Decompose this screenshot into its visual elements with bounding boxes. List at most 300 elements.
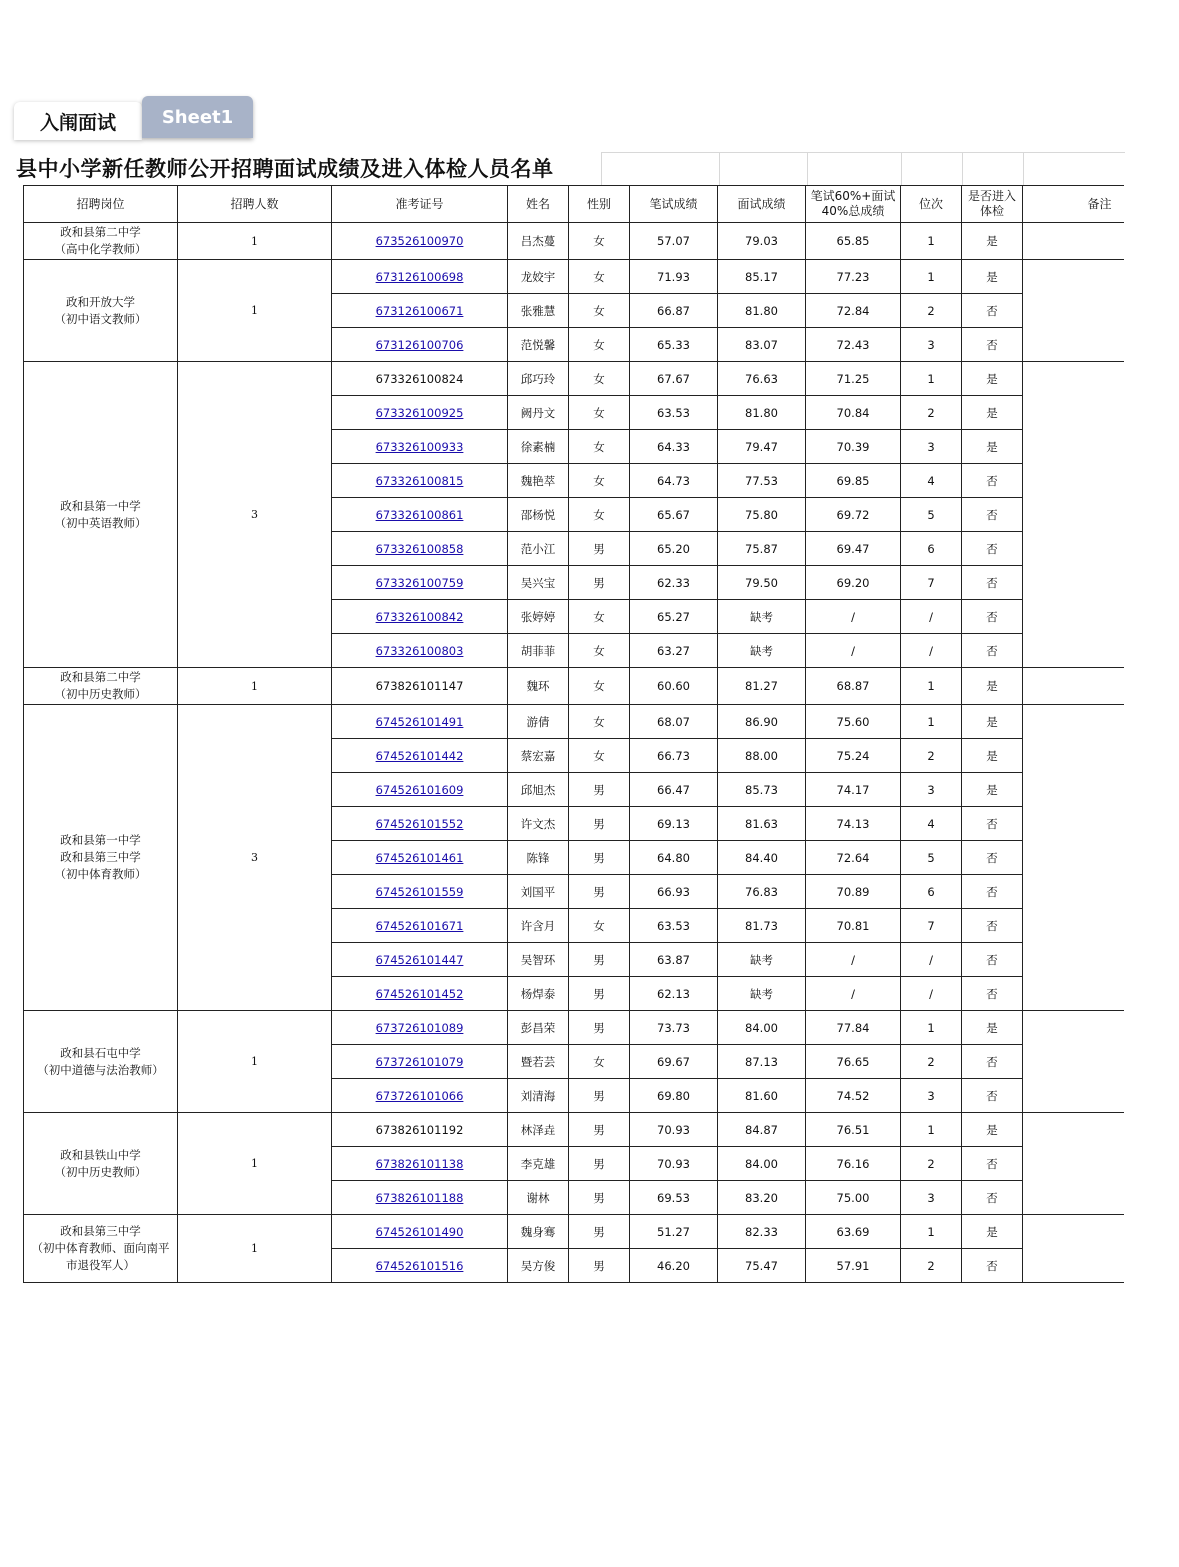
ticket-cell: [332, 1011, 508, 1045]
gender-cell: 男: [569, 841, 630, 875]
gender-cell: 女: [569, 705, 630, 739]
ticket-link[interactable]: 673326100803: [375, 643, 464, 658]
gender-cell: 女: [569, 328, 630, 362]
gender-cell: 男: [569, 875, 630, 909]
ticket-cell: [332, 807, 508, 841]
exam-cell: 否: [962, 600, 1023, 634]
gender-cell: 女: [569, 430, 630, 464]
name-cell: 杨焊泰: [508, 977, 569, 1011]
rank-cell: 2: [901, 739, 962, 773]
name-cell: 蔡宏嘉: [508, 739, 569, 773]
table-header-row: [24, 186, 1124, 223]
remarks-cell: [1023, 1011, 1124, 1113]
total-score-cell: 70.39: [806, 430, 901, 464]
interview-score-cell: 87.13: [718, 1045, 806, 1079]
name-cell: 林泽垚: [508, 1113, 569, 1147]
total-score-cell: 71.25: [806, 362, 901, 396]
exam-cell: 是: [962, 739, 1023, 773]
total-score-cell: 70.89: [806, 875, 901, 909]
remarks-cell: [1023, 1215, 1124, 1283]
ticket-link[interactable]: 674526101559: [375, 884, 464, 899]
rank-cell: 2: [901, 1147, 962, 1181]
ticket-cell: [332, 464, 508, 498]
total-score-cell: 57.91: [806, 1249, 901, 1283]
ticket-link[interactable]: 673326100842: [375, 609, 464, 624]
ticket-cell: [332, 396, 508, 430]
ticket-cell: [332, 1215, 508, 1249]
ticket-cell: [332, 260, 508, 294]
ticket-link[interactable]: 674526101452: [375, 986, 464, 1001]
rank-cell: /: [901, 943, 962, 977]
total-score-cell: 63.69: [806, 1215, 901, 1249]
gender-cell: 女: [569, 634, 630, 668]
rank-cell: 4: [901, 807, 962, 841]
written-score-cell: 66.47: [630, 773, 718, 807]
header-count: 招聘人数: [178, 186, 332, 223]
interview-score-cell: 79.03: [718, 223, 806, 260]
total-score-cell: 76.65: [806, 1045, 901, 1079]
written-score-cell: 65.20: [630, 532, 718, 566]
ticket-link[interactable]: 673526100970: [375, 234, 464, 248]
exam-cell: 否: [962, 841, 1023, 875]
name-cell: 吴兴宝: [508, 566, 569, 600]
name-cell: 魏身骞: [508, 1215, 569, 1249]
ticket-link[interactable]: 673126100706: [375, 337, 464, 352]
written-score-cell: 64.33: [630, 430, 718, 464]
interview-score-cell: 83.07: [718, 328, 806, 362]
exam-cell: 是: [962, 223, 1023, 260]
ticket-link[interactable]: 673826101138: [375, 1156, 464, 1171]
exam-cell: 否: [962, 1147, 1023, 1181]
name-cell: 吴智环: [508, 943, 569, 977]
exam-cell: 是: [962, 668, 1023, 705]
rank-cell: 2: [901, 294, 962, 328]
total-score-cell: 69.20: [806, 566, 901, 600]
ticket-cell: [332, 1079, 508, 1113]
exam-cell: 否: [962, 634, 1023, 668]
position-cell: 政和县第二中学 （高中化学教师）: [24, 223, 178, 260]
ticket-cell: [332, 294, 508, 328]
gender-cell: 男: [569, 1011, 630, 1045]
exam-cell: 否: [962, 943, 1023, 977]
written-score-cell: 70.93: [630, 1147, 718, 1181]
gender-cell: 男: [569, 1113, 630, 1147]
position-cell: 政和县第三中学 （初中体育教师、面向南平 市退役军人）: [24, 1215, 178, 1283]
count-cell: 1: [178, 1215, 332, 1283]
ticket-link[interactable]: 674526101442: [375, 748, 464, 763]
table-row: [24, 223, 1124, 260]
written-score-cell: 51.27: [630, 1215, 718, 1249]
total-score-cell: 75.24: [806, 739, 901, 773]
exam-cell: 是: [962, 1113, 1023, 1147]
interview-score-cell: 83.20: [718, 1181, 806, 1215]
ticket-cell: [332, 1045, 508, 1079]
gender-cell: 女: [569, 1045, 630, 1079]
interview-score-cell: 85.17: [718, 260, 806, 294]
gender-cell: 男: [569, 1181, 630, 1215]
total-score-cell: 65.85: [806, 223, 901, 260]
ticket-cell: [332, 362, 508, 396]
rank-cell: 1: [901, 1113, 962, 1147]
written-score-cell: 66.73: [630, 739, 718, 773]
gender-cell: 女: [569, 668, 630, 705]
page-title: 县中小学新任教师公开招聘面试成绩及进入体检人员名单: [16, 157, 554, 181]
exam-cell: 否: [962, 909, 1023, 943]
exam-cell: 是: [962, 1011, 1023, 1045]
exam-cell: 否: [962, 566, 1023, 600]
ticket-cell: [332, 909, 508, 943]
ticket-cell: [332, 1249, 508, 1283]
gender-cell: 男: [569, 532, 630, 566]
name-cell: 范小江: [508, 532, 569, 566]
ticket-number: 673826101192: [375, 1122, 464, 1137]
gender-cell: 男: [569, 1079, 630, 1113]
interview-score-cell: 缺考: [718, 600, 806, 634]
rank-cell: 1: [901, 260, 962, 294]
gender-cell: 女: [569, 294, 630, 328]
ticket-cell: [332, 566, 508, 600]
header-ticket: 准考证号: [332, 186, 508, 223]
total-score-cell: 69.47: [806, 532, 901, 566]
rank-cell: 2: [901, 1045, 962, 1079]
exam-cell: 是: [962, 362, 1023, 396]
rank-cell: 5: [901, 498, 962, 532]
total-score-cell: /: [806, 943, 901, 977]
table-row: [24, 668, 1124, 705]
exam-cell: 否: [962, 498, 1023, 532]
table-row: [24, 1215, 1124, 1249]
position-cell: 政和县第一中学 政和县第三中学 （初中体育教师）: [24, 705, 178, 1011]
written-score-cell: 65.67: [630, 498, 718, 532]
written-score-cell: 46.20: [630, 1249, 718, 1283]
written-score-cell: 64.80: [630, 841, 718, 875]
written-score-cell: 64.73: [630, 464, 718, 498]
ticket-number: 673826101147: [375, 679, 464, 693]
gender-cell: 女: [569, 362, 630, 396]
ticket-link[interactable]: 674526101516: [375, 1258, 464, 1273]
ticket-cell: [332, 841, 508, 875]
ticket-link[interactable]: 674526101490: [375, 1224, 464, 1239]
ticket-cell: [332, 705, 508, 739]
rank-cell: 2: [901, 1249, 962, 1283]
ticket-link[interactable]: 673726101066: [375, 1088, 464, 1103]
header-name: 姓名: [508, 186, 569, 223]
rank-cell: /: [901, 634, 962, 668]
total-score-cell: 74.13: [806, 807, 901, 841]
exam-cell: 是: [962, 396, 1023, 430]
rank-cell: 1: [901, 705, 962, 739]
ticket-link[interactable]: 674526101609: [375, 782, 464, 797]
name-cell: 徐素楠: [508, 430, 569, 464]
count-cell: 1: [178, 260, 332, 362]
exam-cell: 否: [962, 807, 1023, 841]
total-score-cell: 77.84: [806, 1011, 901, 1045]
exam-cell: 否: [962, 464, 1023, 498]
interview-score-cell: 79.50: [718, 566, 806, 600]
gender-cell: 女: [569, 464, 630, 498]
ticket-cell: [332, 634, 508, 668]
ticket-cell: [332, 1147, 508, 1181]
exam-cell: 否: [962, 294, 1023, 328]
interview-score-cell: 77.53: [718, 464, 806, 498]
table-row: [24, 260, 1124, 294]
rank-cell: 3: [901, 773, 962, 807]
name-cell: 许含月: [508, 909, 569, 943]
count-cell: 1: [178, 668, 332, 705]
written-score-cell: 65.27: [630, 600, 718, 634]
written-score-cell: 63.87: [630, 943, 718, 977]
ticket-link[interactable]: 673326100759: [375, 575, 464, 590]
gender-cell: 女: [569, 600, 630, 634]
ticket-link[interactable]: 674526101552: [375, 816, 464, 831]
header-interview: 面试成绩: [718, 186, 806, 223]
exam-cell: 是: [962, 260, 1023, 294]
gender-cell: 女: [569, 260, 630, 294]
table-row: [24, 1011, 1124, 1045]
interview-score-cell: 81.73: [718, 909, 806, 943]
total-score-cell: /: [806, 634, 901, 668]
ticket-link[interactable]: 674526101671: [375, 918, 464, 933]
interview-score-cell: 缺考: [718, 943, 806, 977]
exam-cell: 否: [962, 328, 1023, 362]
remarks-cell: [1023, 362, 1124, 668]
interview-score-cell: 84.40: [718, 841, 806, 875]
interview-score-cell: 81.80: [718, 294, 806, 328]
total-score-cell: 74.52: [806, 1079, 901, 1113]
rank-cell: 3: [901, 1181, 962, 1215]
ticket-cell: [332, 1113, 508, 1147]
ticket-cell: [332, 977, 508, 1011]
table-row: [24, 1113, 1124, 1147]
interview-score-cell: 84.00: [718, 1147, 806, 1181]
remarks-cell: [1023, 260, 1124, 362]
rank-cell: 1: [901, 223, 962, 260]
exam-cell: 否: [962, 1249, 1023, 1283]
name-cell: 谢林: [508, 1181, 569, 1215]
total-score-cell: 76.51: [806, 1113, 901, 1147]
ticket-link[interactable]: 673326100925: [375, 405, 464, 420]
gender-cell: 女: [569, 396, 630, 430]
written-score-cell: 66.87: [630, 294, 718, 328]
gender-cell: 男: [569, 1215, 630, 1249]
ticket-link[interactable]: 674526101447: [375, 952, 464, 967]
rank-cell: 6: [901, 532, 962, 566]
ticket-link[interactable]: 674526101461: [375, 850, 464, 865]
gender-cell: 女: [569, 909, 630, 943]
name-cell: 范悦馨: [508, 328, 569, 362]
ticket-cell: [332, 875, 508, 909]
exam-cell: 否: [962, 977, 1023, 1011]
name-cell: 魏艳萃: [508, 464, 569, 498]
written-score-cell: 62.33: [630, 566, 718, 600]
name-cell: 彭昌荣: [508, 1011, 569, 1045]
rank-cell: 4: [901, 464, 962, 498]
rank-cell: 1: [901, 1215, 962, 1249]
exam-cell: 是: [962, 1215, 1023, 1249]
written-score-cell: 57.07: [630, 223, 718, 260]
table-row: [24, 705, 1124, 739]
count-cell: 1: [178, 223, 332, 260]
interview-score-cell: 76.63: [718, 362, 806, 396]
header-rank: 位次: [901, 186, 962, 223]
interview-score-cell: 86.90: [718, 705, 806, 739]
written-score-cell: 63.27: [630, 634, 718, 668]
written-score-cell: 66.93: [630, 875, 718, 909]
position-cell: 政和县第二中学 （初中历史教师）: [24, 668, 178, 705]
ticket-link[interactable]: 673326100861: [375, 507, 464, 522]
rank-cell: 1: [901, 1011, 962, 1045]
tab-sheet1[interactable]: Sheet1: [142, 96, 253, 138]
interview-score-cell: 82.33: [718, 1215, 806, 1249]
interview-score-cell: 84.87: [718, 1113, 806, 1147]
written-score-cell: 69.13: [630, 807, 718, 841]
rank-cell: 7: [901, 566, 962, 600]
header-written: 笔试成绩: [630, 186, 718, 223]
gender-cell: 女: [569, 739, 630, 773]
written-score-cell: 65.33: [630, 328, 718, 362]
name-cell: 张雅慧: [508, 294, 569, 328]
exam-cell: 否: [962, 1181, 1023, 1215]
header-remarks: 备注: [1023, 186, 1124, 223]
header-total: 笔试60%+面试 40%总成绩: [806, 186, 901, 223]
written-score-cell: 62.13: [630, 977, 718, 1011]
count-cell: 1: [178, 1113, 332, 1215]
total-score-cell: /: [806, 977, 901, 1011]
total-score-cell: 74.17: [806, 773, 901, 807]
written-score-cell: 69.67: [630, 1045, 718, 1079]
ticket-cell: [332, 430, 508, 464]
gender-cell: 男: [569, 977, 630, 1011]
ticket-cell: [332, 223, 508, 260]
name-cell: 胡菲菲: [508, 634, 569, 668]
name-cell: 许文杰: [508, 807, 569, 841]
ticket-cell: [332, 328, 508, 362]
total-score-cell: 72.84: [806, 294, 901, 328]
gender-cell: 男: [569, 1147, 630, 1181]
position-cell: 政和县第一中学 （初中英语教师）: [24, 362, 178, 668]
ticket-link[interactable]: 673326100933: [375, 439, 464, 454]
gender-cell: 男: [569, 1249, 630, 1283]
interview-score-cell: 缺考: [718, 977, 806, 1011]
ticket-cell: [332, 1181, 508, 1215]
ticket-link[interactable]: 673826101188: [375, 1190, 464, 1205]
ticket-number: 673326100824: [375, 371, 464, 386]
name-cell: 李克雄: [508, 1147, 569, 1181]
total-score-cell: 69.85: [806, 464, 901, 498]
interview-score-cell: 81.80: [718, 396, 806, 430]
header-gender: 性别: [569, 186, 630, 223]
count-cell: 3: [178, 705, 332, 1011]
results-table: [23, 185, 1124, 1283]
count-cell: 1: [178, 1011, 332, 1113]
total-score-cell: 70.84: [806, 396, 901, 430]
rank-cell: 1: [901, 668, 962, 705]
rank-cell: 5: [901, 841, 962, 875]
name-cell: 刘国平: [508, 875, 569, 909]
exam-cell: 是: [962, 705, 1023, 739]
exam-cell: 否: [962, 1079, 1023, 1113]
remarks-cell: [1023, 705, 1124, 1011]
exam-cell: 是: [962, 773, 1023, 807]
position-cell: 政和县石屯中学 （初中道德与法治教师）: [24, 1011, 178, 1113]
remarks-cell: [1023, 668, 1124, 705]
gender-cell: 女: [569, 498, 630, 532]
name-cell: 暨若芸: [508, 1045, 569, 1079]
written-score-cell: 60.60: [630, 668, 718, 705]
table-row: [24, 362, 1124, 396]
total-score-cell: /: [806, 600, 901, 634]
ticket-cell: [332, 498, 508, 532]
written-score-cell: 68.07: [630, 705, 718, 739]
ticket-link[interactable]: 673326100858: [375, 541, 464, 556]
written-score-cell: 69.80: [630, 1079, 718, 1113]
total-score-cell: 77.23: [806, 260, 901, 294]
remarks-cell: [1023, 223, 1124, 260]
total-score-cell: 72.43: [806, 328, 901, 362]
interview-score-cell: 81.60: [718, 1079, 806, 1113]
gender-cell: 男: [569, 566, 630, 600]
name-cell: 邱巧玲: [508, 362, 569, 396]
count-cell: 3: [178, 362, 332, 668]
interview-score-cell: 缺考: [718, 634, 806, 668]
written-score-cell: 67.67: [630, 362, 718, 396]
header-position: 招聘岗位: [24, 186, 178, 223]
interview-score-cell: 88.00: [718, 739, 806, 773]
written-score-cell: 69.53: [630, 1181, 718, 1215]
ticket-link[interactable]: 673726101089: [375, 1020, 464, 1035]
gender-cell: 男: [569, 943, 630, 977]
name-cell: 吴方俊: [508, 1249, 569, 1283]
interview-score-cell: 76.83: [718, 875, 806, 909]
gender-cell: 男: [569, 773, 630, 807]
remarks-cell: [1023, 1113, 1124, 1215]
ticket-link[interactable]: 673726101079: [375, 1054, 464, 1069]
exam-cell: 否: [962, 532, 1023, 566]
rank-cell: /: [901, 600, 962, 634]
written-score-cell: 71.93: [630, 260, 718, 294]
total-score-cell: 76.16: [806, 1147, 901, 1181]
interview-score-cell: 75.47: [718, 1249, 806, 1283]
ticket-cell: [332, 600, 508, 634]
interview-score-cell: 79.47: [718, 430, 806, 464]
rank-cell: 2: [901, 396, 962, 430]
total-score-cell: 70.81: [806, 909, 901, 943]
total-score-cell: 75.00: [806, 1181, 901, 1215]
rank-cell: 1: [901, 362, 962, 396]
total-score-cell: 68.87: [806, 668, 901, 705]
tab-interview[interactable]: 入闱面试: [14, 102, 142, 140]
ticket-link[interactable]: 674526101491: [375, 714, 464, 729]
exam-cell: 否: [962, 1045, 1023, 1079]
name-cell: 吕杰蔓: [508, 223, 569, 260]
ticket-link[interactable]: 673326100815: [375, 473, 464, 488]
rank-cell: 3: [901, 328, 962, 362]
ticket-link[interactable]: 673126100671: [375, 303, 464, 318]
exam-cell: 否: [962, 875, 1023, 909]
header-exam: 是否进入 体检: [962, 186, 1023, 223]
name-cell: 邵杨悦: [508, 498, 569, 532]
gender-cell: 男: [569, 807, 630, 841]
written-score-cell: 70.93: [630, 1113, 718, 1147]
ticket-cell: [332, 943, 508, 977]
name-cell: 游倩: [508, 705, 569, 739]
name-cell: 阙丹文: [508, 396, 569, 430]
ticket-link[interactable]: 673126100698: [375, 269, 464, 284]
rank-cell: 7: [901, 909, 962, 943]
gender-cell: 女: [569, 223, 630, 260]
written-score-cell: 73.73: [630, 1011, 718, 1045]
written-score-cell: 63.53: [630, 909, 718, 943]
